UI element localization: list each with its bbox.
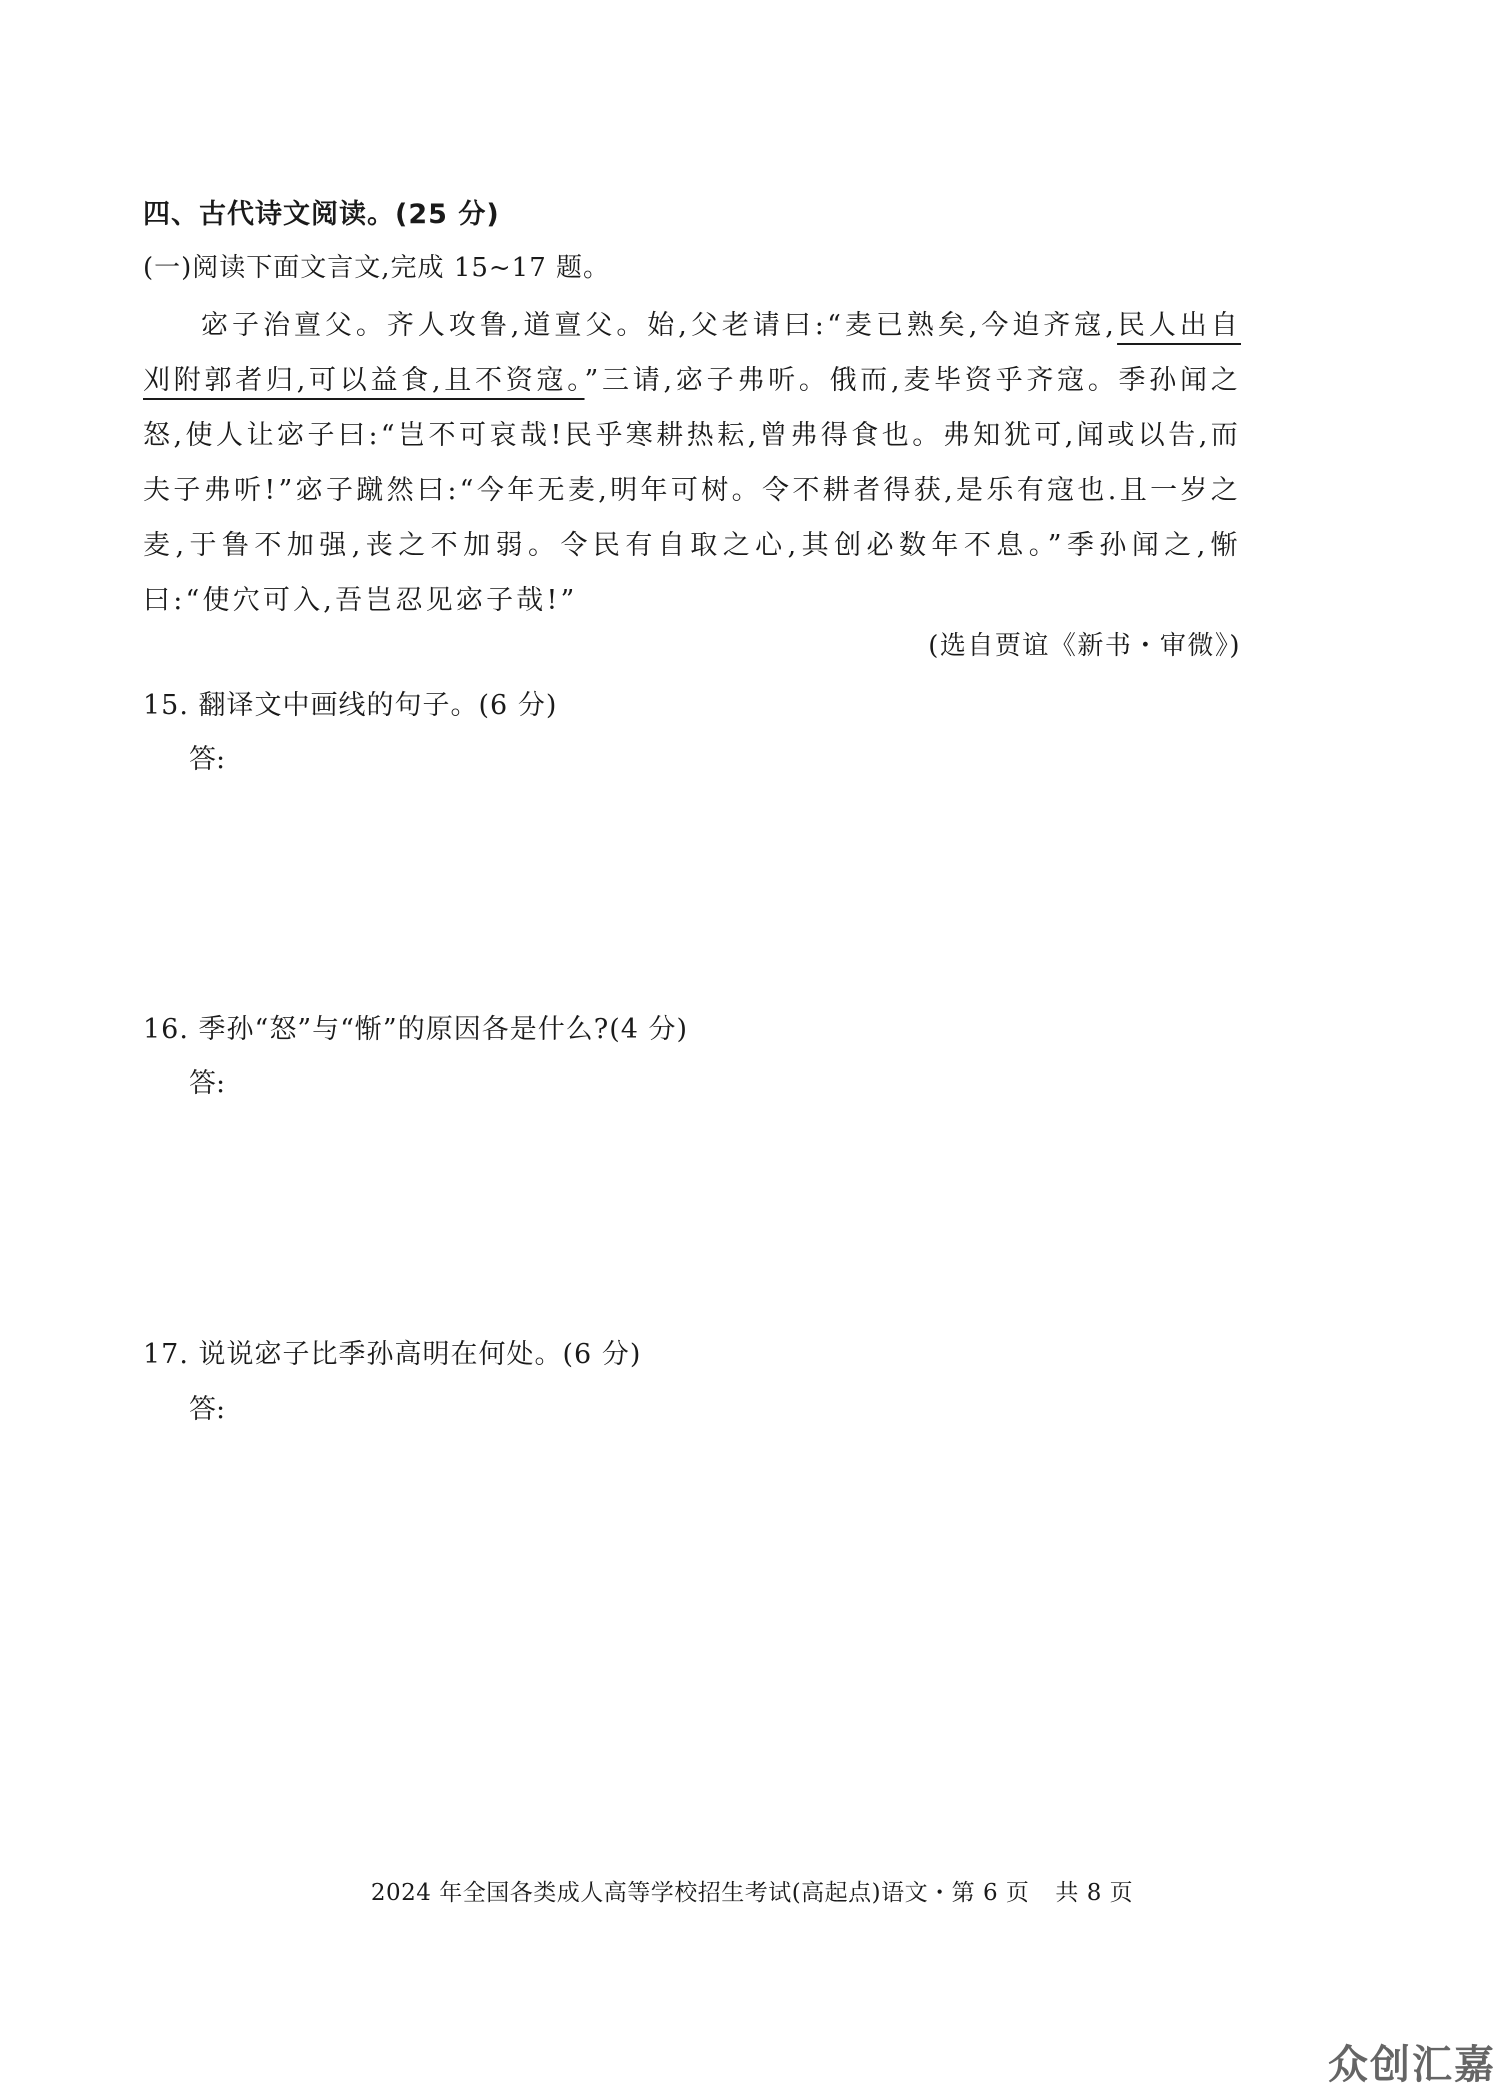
question-16: 16. 季孙“怒”与“惭”的原因各是什么?(4 分) <box>143 1014 689 1045</box>
question-17: 17. 说说宓子比季孙高明在何处。(6 分) <box>143 1339 642 1370</box>
underlined-sentence: 民人出自刈附郭者归,可以益食,且不资寇。 <box>143 310 1241 396</box>
passage-part-2: ”三请,宓子弗听。俄而,麦毕资乎齐寇。季孙闻之怒,使人让宓子曰:“岂不可哀哉!民乎寒耕热耘,曾弗得食也。弗知犹可,闻或以告,而夫子弗听!”宓子蹴然曰:“今年无麦,明年可树。令不耕者得获,是乐有寇也.且一岁之麦,于鲁不加强,丧之不加弱。令民有自取之心,其创必数年不息。”季孙闻之,惭曰:“使穴可入,吾岂忍见宓子哉!” <box>143 365 1241 616</box>
classical-passage <box>143 298 1241 628</box>
page-footer <box>0 1874 1504 1907</box>
footer-total-pages: 共 8 页 <box>1055 1880 1134 1906</box>
reading-instruction: (一)阅读下面文言文,完成 15~17 题。 <box>143 253 611 283</box>
watermark: 众创汇嘉 <box>1328 2042 1496 2088</box>
answer-label-17: 答: <box>189 1394 226 1425</box>
footer-exam-info: 2024 年全国各类成人高等学校招生考试(高起点)语文・第 6 页 <box>370 1880 1030 1906</box>
section-title: 四、古代诗文阅读。(25 分) <box>143 199 500 230</box>
passage-source: (选自贾谊《新书・审微》) <box>928 631 1241 661</box>
answer-label-15: 答: <box>189 744 226 775</box>
answer-label-16: 答: <box>189 1068 226 1099</box>
question-15: 15. 翻译文中画线的句子。(6 分) <box>143 690 558 721</box>
passage-part-1: 宓子治亶父。齐人攻鲁,道亶父。始,父老请曰:“麦已熟矣,今迫齐寇, <box>201 310 1118 341</box>
